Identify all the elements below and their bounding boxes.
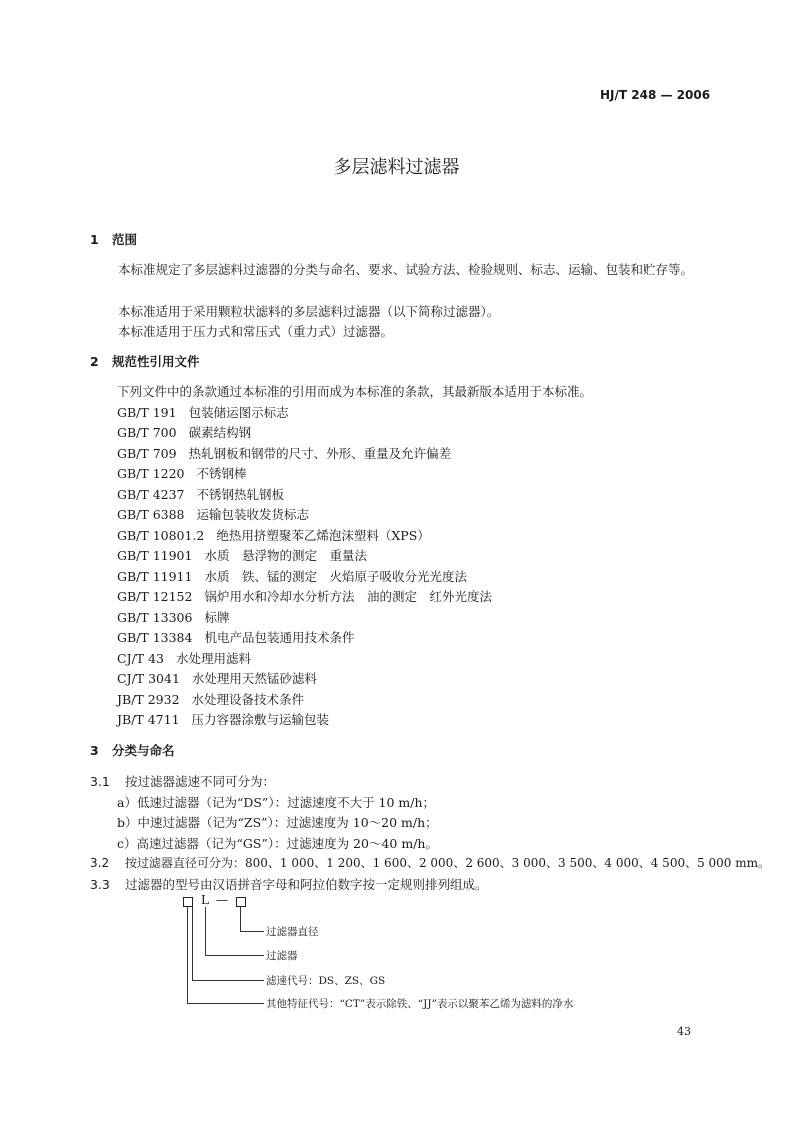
reference-code: GB/T 10801.2 <box>117 528 205 543</box>
connector-line <box>240 931 264 932</box>
clause-3-3 <box>90 875 488 893</box>
section-title: 规范性引用文件 <box>112 354 200 369</box>
reference-item <box>117 669 317 687</box>
placeholder-box <box>183 897 193 907</box>
reference-item <box>117 403 289 421</box>
list-item: a）低速过滤器（记为“DS”）：过滤速度不大于 10 m/h； <box>117 795 436 810</box>
diagram-label: 过滤器直径 <box>266 926 319 938</box>
reference-title: 水处理用天然锰砂滤料 <box>191 671 317 686</box>
reference-item <box>117 546 367 564</box>
reference-title: 包装储运图示标志 <box>188 405 289 420</box>
standard-number: HJ/T 248 — 2006 <box>600 88 711 102</box>
reference-title: 热轧钢板和钢带的尺寸、外形、重量及允许偏差 <box>188 446 452 461</box>
reference-title: 绝热用挤塑聚苯乙烯泡沫塑料（XPS） <box>216 528 430 543</box>
section-3-heading <box>90 741 175 759</box>
diagram-dash: — <box>216 893 228 907</box>
clause-number: 3.3 <box>90 877 110 892</box>
clause-text: 按过滤器直径可分为：800、1 000、1 200、1 600、2 000、2 600、3 000、3 500、4 000、4 500、5 000 mm。 <box>125 856 771 870</box>
reference-item <box>117 710 329 728</box>
reference-item <box>117 485 284 503</box>
connector-line <box>240 907 241 931</box>
reference-code: GB/T 12152 <box>117 589 193 604</box>
reference-title: 标牌 <box>204 610 230 625</box>
section-1-para-3: 本标准适用于压力式和常压式（重力式）过滤器。 <box>118 324 394 339</box>
reference-title: 运输包装收发货标志 <box>196 507 310 522</box>
section-title: 范围 <box>112 232 138 247</box>
diagram-label: 过滤器 <box>266 950 298 962</box>
section-1-heading <box>90 230 137 248</box>
reference-title: 不锈钢热轧钢板 <box>196 487 285 502</box>
section-2-heading <box>90 352 200 370</box>
clause-number: 3.2 <box>90 856 110 870</box>
reference-title: 不锈钢棒 <box>196 466 247 481</box>
reference-item <box>117 567 467 585</box>
reference-item <box>117 628 354 646</box>
reference-code: JB/T 4711 <box>117 712 180 727</box>
reference-title: 碳素结构钢 <box>188 425 252 440</box>
reference-code: GB/T 1220 <box>117 466 185 481</box>
reference-code: GB/T 4237 <box>117 487 185 502</box>
connector-line <box>205 955 264 956</box>
section-number: 1 <box>90 232 99 247</box>
reference-code: CJ/T 3041 <box>117 671 180 686</box>
reference-item <box>117 526 430 544</box>
reference-item <box>117 587 492 605</box>
reference-title: 压力容器涂敷与运输包装 <box>191 712 330 727</box>
reference-code: CJ/T 43 <box>117 651 165 666</box>
clause-text: 过滤器的型号由汉语拼音字母和阿拉伯数字按一定规则排列组成。 <box>125 877 488 892</box>
reference-code: GB/T 6388 <box>117 507 185 522</box>
page-number: 43 <box>677 1025 691 1038</box>
section-1-para-1: 本标准规定了多层滤料过滤器的分类与命名、要求、试验方法、检验规则、标志、运输、包装和贮存等。 <box>118 262 694 277</box>
reference-title: 机电产品包装通用技术条件 <box>204 630 355 645</box>
connector-line <box>192 980 264 981</box>
list-item: c）高速过滤器（记为“GS”）：过滤速度为 20～40 m/h。 <box>117 836 438 851</box>
connector-line <box>187 907 188 1003</box>
reference-code: GB/T 13384 <box>117 630 193 645</box>
connector-line <box>192 907 193 980</box>
diagram-label: 滤速代号：DS、ZS、GS <box>266 975 386 987</box>
document-title: 多层滤料过滤器 <box>333 157 460 178</box>
reference-title: 水处理用滤料 <box>176 651 252 666</box>
reference-code: GB/T 700 <box>117 425 177 440</box>
reference-title: 锅炉用水和冷却水分析方法 油的测定 红外光度法 <box>204 589 492 604</box>
reference-item <box>117 608 229 626</box>
reference-item <box>117 464 247 482</box>
reference-code: GB/T 191 <box>117 405 177 420</box>
diagram-letter: L <box>201 893 209 907</box>
section-title: 分类与命名 <box>112 743 175 758</box>
reference-code: JB/T 2932 <box>117 692 180 707</box>
reference-code: GB/T 11911 <box>117 569 193 584</box>
section-number: 2 <box>90 354 99 369</box>
reference-item <box>117 690 304 708</box>
reference-title: 水质 悬浮物的测定 重量法 <box>204 548 367 563</box>
clause-text: 按过滤器滤速不同可分为： <box>125 774 276 789</box>
placeholder-box <box>236 897 246 907</box>
reference-code: GB/T 11901 <box>117 548 193 563</box>
connector-line <box>187 1003 264 1004</box>
reference-code: GB/T 709 <box>117 446 177 461</box>
reference-item <box>117 649 251 667</box>
diagram-label: 其他特征代号：“CT”表示除铁、“JJ”表示以聚苯乙烯为滤料的净水 <box>266 998 574 1010</box>
reference-item <box>117 444 451 462</box>
reference-title: 水质 铁、锰的测定 火焰原子吸收分光光度法 <box>204 569 467 584</box>
clause-3-1 <box>90 772 275 790</box>
section-1-para-2: 本标准适用于采用颗粒状滤料的多层滤料过滤器（以下简称过滤器）。 <box>118 304 500 319</box>
reference-code: GB/T 13306 <box>117 610 193 625</box>
connector-line <box>205 907 206 955</box>
section-number: 3 <box>90 743 99 758</box>
reference-item <box>117 505 309 523</box>
reference-title: 水处理设备技术条件 <box>191 692 305 707</box>
reference-item <box>117 423 251 441</box>
clause-3-2 <box>90 854 770 871</box>
clause-number: 3.1 <box>90 774 110 789</box>
section-2-intro: 下列文件中的条款通过本标准的引用而成为本标准的条款，其最新版本适用于本标准。 <box>117 384 593 399</box>
list-item: b）中速过滤器（记为“ZS”）：过滤速度为 10～20 m/h； <box>117 815 438 830</box>
